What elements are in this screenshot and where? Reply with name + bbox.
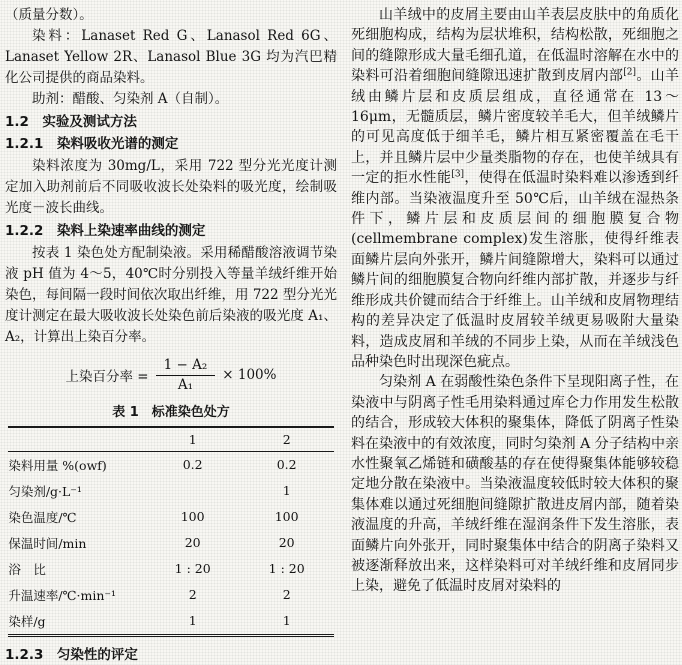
section-heading-1-2-3: 1.2.3 匀染性的评定 bbox=[5, 646, 138, 663]
row-value-1: 20 bbox=[184, 535, 201, 551]
table-header-col1: 1 bbox=[188, 431, 197, 447]
row-label: 保温时间/min bbox=[8, 535, 87, 551]
table-row bbox=[8, 608, 333, 636]
row-value-1: 1 : 20 bbox=[174, 561, 211, 577]
row-value-2: 1 : 20 bbox=[268, 561, 305, 577]
paragraph-auxiliaries: 助剂：醋酸、匀染剂 A（自制）。 bbox=[32, 91, 229, 107]
paragraph-absorption-spectrum: 染料浓度为 30mg/L，采用 722 型分光光度计测定加入助剂前后不同吸收波长处染料的吸光度，绘制吸光度－波长曲线。 bbox=[5, 158, 337, 216]
row-label: 匀染剂/g·L⁻¹ bbox=[8, 483, 82, 499]
table-row bbox=[8, 478, 333, 504]
table-row bbox=[8, 556, 333, 582]
row-value-2: 1 bbox=[282, 613, 291, 629]
formula-lhs: 上染百分率 = bbox=[65, 369, 149, 386]
row-value-1: 0.2 bbox=[182, 457, 203, 473]
dyeing-recipe-table bbox=[8, 426, 333, 637]
row-label: 升温速率/℃·min⁻¹ bbox=[8, 587, 116, 603]
table-row bbox=[8, 582, 333, 608]
row-value-1: 100 bbox=[180, 509, 205, 525]
paragraph-dyes: 染料：Lanaset Red G、Lanasol Red 6G、Lanaset Yellow 2R、Lanasol Blue 3G 均为汽巴精化公司提供的商品染料。 bbox=[5, 28, 337, 86]
formula-numerator: 1 − A₂ bbox=[156, 357, 216, 376]
left-column bbox=[5, 5, 337, 663]
uptake-percentage-formula bbox=[5, 357, 337, 394]
table-row bbox=[8, 504, 333, 530]
citation-ref-2: [2] bbox=[623, 67, 637, 78]
paragraph-uptake-rate-method: 按表 1 染色处方配制染液。采用稀醋酸溶液调节染液 pH 值为 4～5，40℃时分别投入等量羊绒纤维开始染色，每间隔一段时间依次取出纤维，用 722 型分光光度计测定在最大吸收波长处染色前后染液的吸光度 A₁、A₂，计算出上染百分率。 bbox=[5, 245, 337, 345]
formula-denominator: A₁ bbox=[177, 376, 194, 393]
table-row bbox=[8, 451, 333, 478]
row-value-2: 2 bbox=[282, 587, 291, 603]
table-header-row bbox=[8, 427, 333, 452]
right-column bbox=[351, 5, 679, 605]
paragraph-segment: 。山羊绒由鳞片层和皮质层组成，直径通常在 13～16μm，无髓质层，鳞片密度较羊毛大，但羊绒鳞片的可见高度低于细羊毛，鳞片相互紧密覆盖在毛干上，并且鳞片层中少量类脂物的存在，也使羊绒具有一定的拒水性能 bbox=[351, 68, 680, 187]
row-label: 染料用量 %(owf) bbox=[8, 457, 107, 473]
citation-ref-3: [3] bbox=[451, 169, 465, 180]
section-heading-1-2-1: 1.2.1 染料吸收光谱的测定 bbox=[5, 136, 179, 152]
paragraph-segment: ，使得在低温时染料难以渗透到纤维内部。当染液温度升至 50℃后，山羊绒在湿热条件下，鳞片层和皮质层间的细胞膜复合物(cellmembrane complex)发生溶胀，使得纤维表面鳞片层向外张开，鳞片间缝隙增大，染料可以通过鳞片间的细胞膜复合物向纤维内部扩散，并逐步与纤维形成共价键而结合于纤维上。山羊绒和皮屑物理结构的差异决定了低温时皮屑较羊绒更易吸附大量染料，造成皮屑和羊绒的不同步上染，从而在羊绒浅色品种染色时出现深色疵点。 bbox=[351, 170, 680, 370]
paragraph-mass-fraction-tail: （质量分数）。 bbox=[5, 7, 93, 23]
table-row bbox=[8, 530, 333, 556]
row-value-2: 20 bbox=[278, 535, 295, 551]
paragraph-segment: 山羊绒中的皮屑主要由山羊表层皮肤中的角质化死细胞构成，结构为层状堆积，结构松散，死细胞之间的缝隙形成大量毛细孔道，在低温时溶解在水中的染料可沿着细胞间缝隙迅速扩散到皮屑内部 bbox=[351, 7, 679, 85]
formula-fraction bbox=[156, 357, 216, 394]
section-heading-1-2: 1.2 实验及测试方法 bbox=[5, 114, 137, 130]
row-value-1 bbox=[146, 478, 240, 504]
paragraph-leveling-agent-mechanism: 匀染剂 A 在弱酸性染色条件下呈现阳离子性，在染液中与阴离子性毛用染料通过库仑力作用发生松散的结合，形成较大体积的聚集体，降低了阴离子性染料在染液中的有效浓度，同时匀染剂 A 分子结构中亲水性聚氧乙烯链和磺酸基的存在使得聚集体能够较稳定地分散在染液中。当染液温度较低时较大体积的聚集体难以通过死细胞间缝隙扩散进皮屑内部，随着染液温度的升高，羊绒纤维在湿润条件下发生溶胀，表面鳞片向外张开，同时聚集体中结合的阴离子染料又被逐渐释放出来，这样染料可对羊绒纤维和皮屑同步上染，避免了低温时皮屑对染料的 bbox=[351, 374, 679, 595]
table-header-col2: 2 bbox=[282, 431, 291, 447]
formula-rhs: × 100% bbox=[222, 367, 277, 384]
row-value-2: 0.2 bbox=[276, 457, 297, 473]
row-value-1: 2 bbox=[188, 587, 197, 603]
section-heading-1-2-2: 1.2.2 染料上染速率曲线的测定 bbox=[5, 223, 206, 239]
paragraph-cashmere-skin-structure bbox=[351, 5, 679, 372]
table-header-blank bbox=[8, 427, 145, 452]
table-caption: 表 1 标准染色处方 bbox=[112, 404, 230, 420]
row-value-1: 1 bbox=[188, 613, 197, 629]
row-value-2: 100 bbox=[274, 509, 299, 525]
row-label: 染样/g bbox=[8, 613, 46, 629]
row-label: 染色温度/℃ bbox=[8, 509, 77, 525]
row-label: 浴 比 bbox=[8, 561, 46, 577]
row-value-2: 1 bbox=[282, 483, 291, 499]
